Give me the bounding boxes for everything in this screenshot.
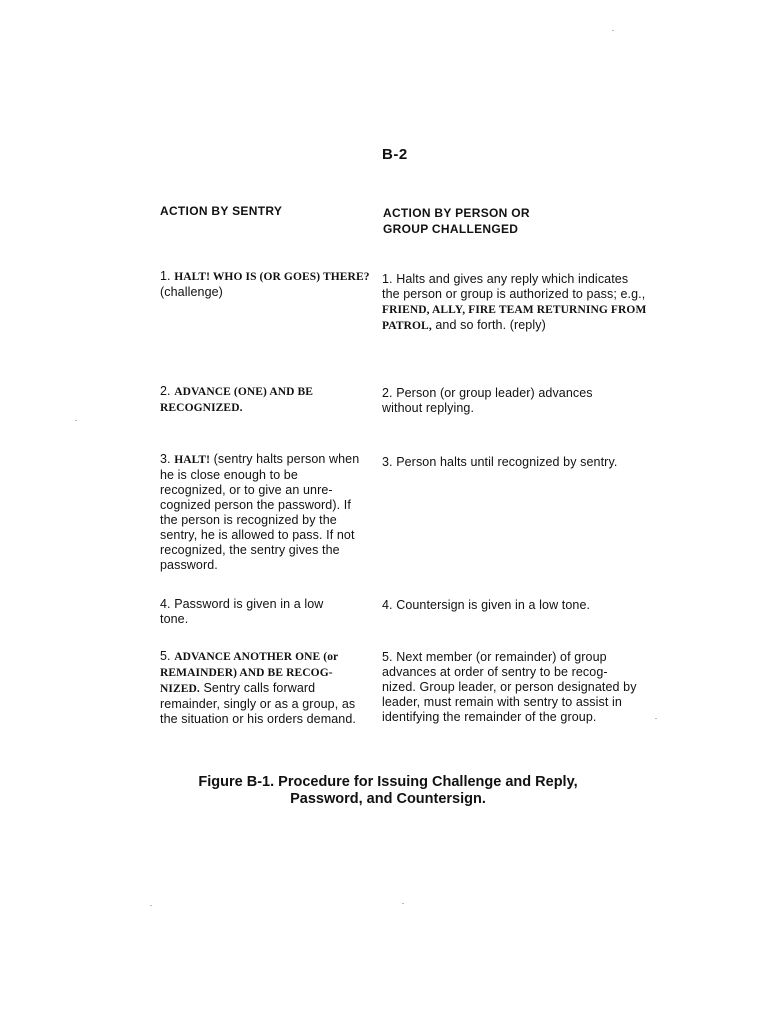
person-step-3: 3. Person halts until recognized by sentry. (382, 455, 618, 469)
person-step-5: 5. Next member (or remainder) of group advances at order of sentry to be recog-nized. Group leader, or person designated by leader, must remain with sentry to assist in identifying the remainder of the group. (382, 650, 637, 724)
figure-caption-line2: Password, and Countersign. (290, 791, 486, 807)
column-header-person-line1: ACTION BY PERSON OR (383, 206, 530, 220)
sentry-step-1 (160, 269, 375, 300)
scan-speck (75, 420, 77, 421)
column-header-person (383, 205, 530, 237)
step-number: 2. (160, 384, 175, 398)
step-number: 5. (160, 649, 175, 663)
sentry-step-5 (160, 649, 360, 727)
figure-caption-line1: Figure B-1. Procedure for Issuing Challenge and Reply, (198, 774, 578, 790)
challenge-command: HALT! WHO IS (OR GOES) THERE? (174, 271, 370, 283)
step-text: 1. Halts and gives any reply which indicates the person or group is authorized to pass; e.g., (382, 272, 646, 301)
figure-caption (150, 774, 626, 808)
scan-speck (150, 905, 152, 906)
step-text: (sentry halts person when he is close enough to be recognized, or to give an unre-cognized person the password). If the person is recognized by the sentry, he is allowed to pass. If not recognized, the sentry gives the password. (160, 452, 360, 572)
sentry-step-2 (160, 384, 360, 416)
step-text: (challenge) (160, 285, 223, 299)
person-step-2: 2. Person (or group leader) advances without replying. (382, 386, 593, 415)
page-number: B-2 (382, 146, 408, 163)
step-number: 1. (160, 269, 175, 283)
scan-speck (655, 718, 657, 719)
sentry-step-3 (160, 452, 365, 573)
step-number: 3. (160, 452, 175, 466)
reply-words: FRIEND, ALLY, FIRE TEAM RETURNING FROM PATROL, (382, 304, 647, 332)
scan-speck (402, 903, 404, 904)
scan-speck (612, 30, 614, 31)
challenge-command: ADVANCE ANOTHER ONE (or REMAINDER) AND BE RECOG-NIZED. (160, 651, 339, 695)
person-step-1 (382, 272, 647, 334)
column-header-sentry: ACTION BY SENTRY (160, 204, 283, 218)
step-text: Sentry calls forward remainder, singly or as a group, as the situation or his orders demand. (160, 681, 356, 726)
challenge-command: HALT! (174, 454, 211, 466)
column-header-person-line2: GROUP CHALLENGED (383, 222, 519, 236)
step-text: and so forth. (reply) (431, 318, 546, 332)
person-step-4: 4. Countersign is given in a low tone. (382, 598, 591, 612)
challenge-command: ADVANCE (ONE) AND BE RECOGNIZED. (160, 386, 314, 414)
sentry-step-4: 4. Password is given in a low tone. (160, 597, 324, 626)
